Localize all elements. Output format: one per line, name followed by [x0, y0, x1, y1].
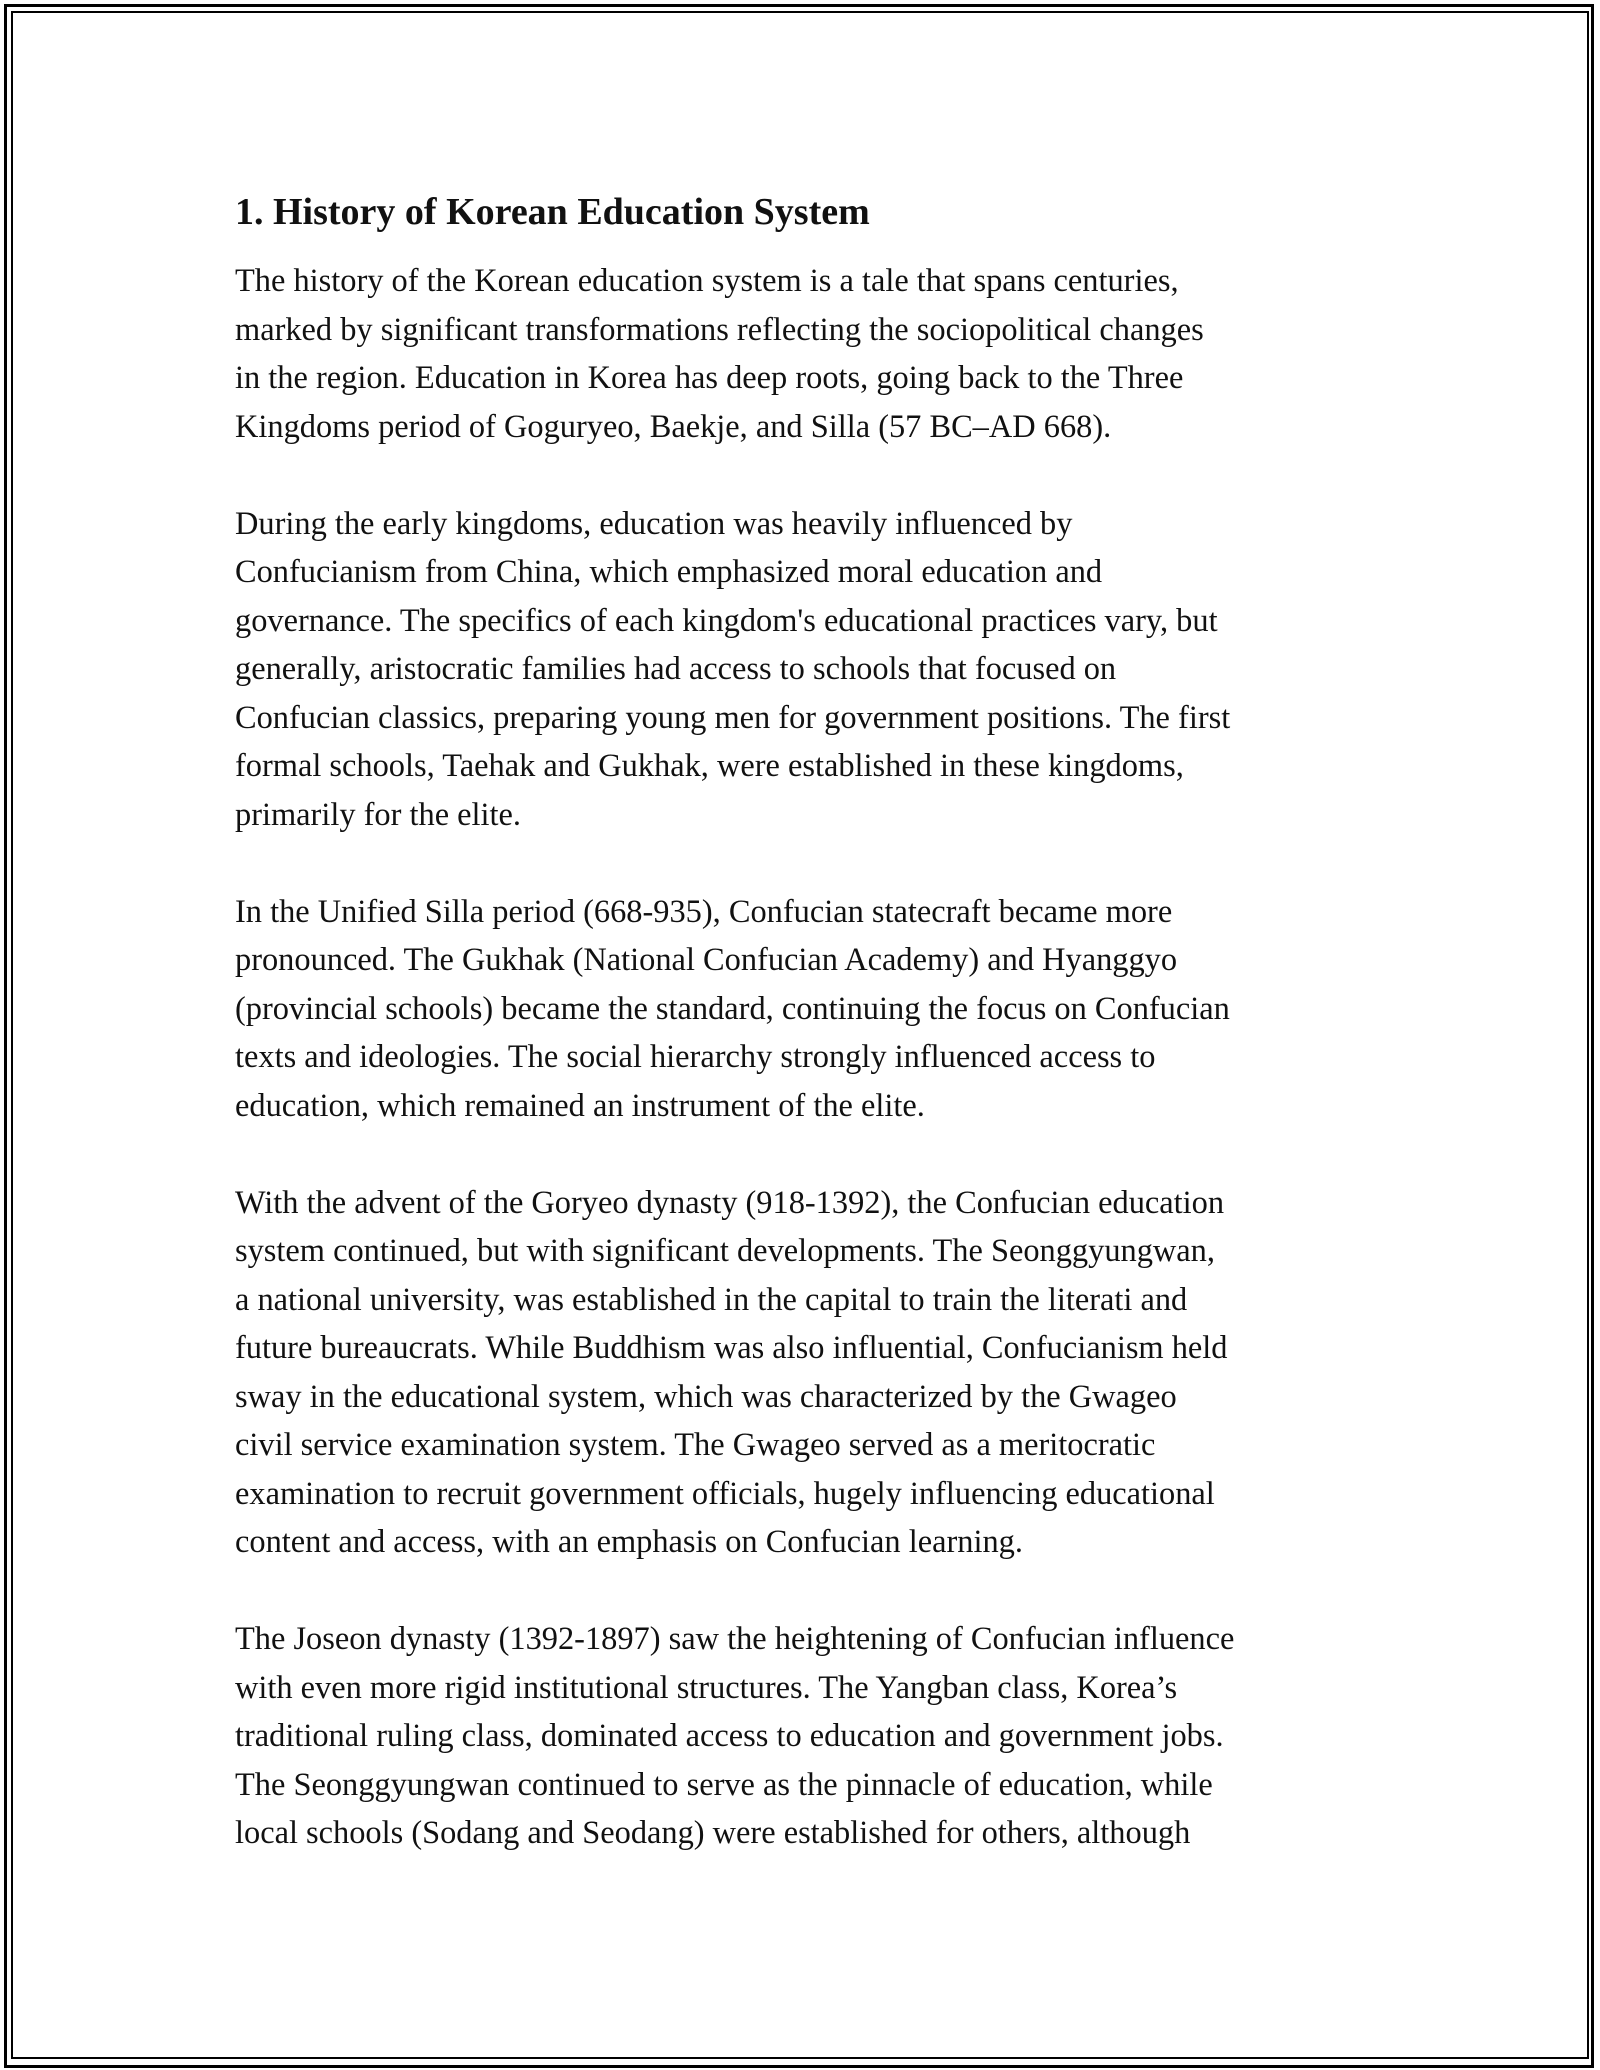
text-line: with even more rigid institutional structures. The Yangban class, Korea’s: [235, 1669, 1178, 1706]
section-heading: 1. History of Korean Education System: [235, 191, 870, 233]
text-line: The Seonggyungwan continued to serve as the pinnacle of education, while: [235, 1766, 1213, 1803]
text-line: Kingdoms period of Goguryeo, Baekje, and Silla (57 BC–AD 668).: [235, 408, 1112, 445]
text-line: in the region. Education in Korea has deep roots, going back to the Three: [235, 360, 1184, 396]
text-line: pronounced. The Gukhak (National Confucian Academy) and Hyanggyo: [235, 942, 1178, 978]
text-line: texts and ideologies. The social hierarchy strongly influenced access to: [235, 1039, 1156, 1075]
text-line: generally, aristocratic families had access to schools that focused on: [235, 651, 1117, 687]
text-line: governance. The specifics of each kingdom's educational practices vary, but: [235, 602, 1218, 639]
text-line: (provincial schools) became the standard, continuing the focus on Confucian: [235, 990, 1230, 1027]
text-line: marked by significant transformations reflecting the sociopolitical changes: [235, 311, 1204, 348]
paragraph-unified-silla: [235, 888, 1375, 1131]
text-line: sway in the educational system, which was characterized by the Gwageo: [235, 1378, 1177, 1415]
text-line: future bureaucrats. While Buddhism was also influential, Confucianism held: [235, 1330, 1228, 1366]
text-line: education, which remained an instrument of the elite.: [235, 1087, 925, 1124]
text-line: traditional ruling class, dominated access to education and government jobs.: [235, 1718, 1224, 1754]
text-line: a national university, was established in the capital to train the literati and: [235, 1281, 1188, 1318]
text-line: With the advent of the Goryeo dynasty (918-1392), the Confucian education: [235, 1184, 1225, 1221]
text-line: Confucian classics, preparing young men for government positions. The first: [235, 699, 1231, 736]
text-line: Confucianism from China, which emphasized moral education and: [235, 554, 1103, 590]
text-line: formal schools, Taehak and Gukhak, were established in these kingdoms,: [235, 748, 1184, 784]
paragraph-early-kingdoms: [235, 500, 1375, 840]
text-line: primarily for the elite.: [235, 796, 522, 833]
text-line: civil service examination system. The Gwageo served as a meritocratic: [235, 1427, 1156, 1463]
text-line: local schools (Sodang and Seodang) were established for others, although: [235, 1815, 1191, 1851]
paragraph-three-kingdoms-intro: [235, 257, 1375, 451]
text-line: During the early kingdoms, education was heavily influenced by: [235, 505, 1073, 542]
document-body: [235, 186, 1375, 1906]
text-line: The Joseon dynasty (1392-1897) saw the heightening of Confucian influence: [235, 1621, 1235, 1657]
text-line: In the Unified Silla period (668-935), Confucian statecraft became more: [235, 893, 1173, 930]
text-line: content and access, with an emphasis on Confucian learning.: [235, 1524, 1023, 1560]
text-line: system continued, but with significant developments. The Seonggyungwan,: [235, 1233, 1215, 1269]
text-line: examination to recruit government officials, hugely influencing educational: [235, 1475, 1215, 1512]
text-line: The history of the Korean education system is a tale that spans centuries,: [235, 263, 1179, 299]
paragraph-goryeo-dynasty: [235, 1179, 1375, 1567]
paragraph-joseon-dynasty: [235, 1615, 1375, 1858]
